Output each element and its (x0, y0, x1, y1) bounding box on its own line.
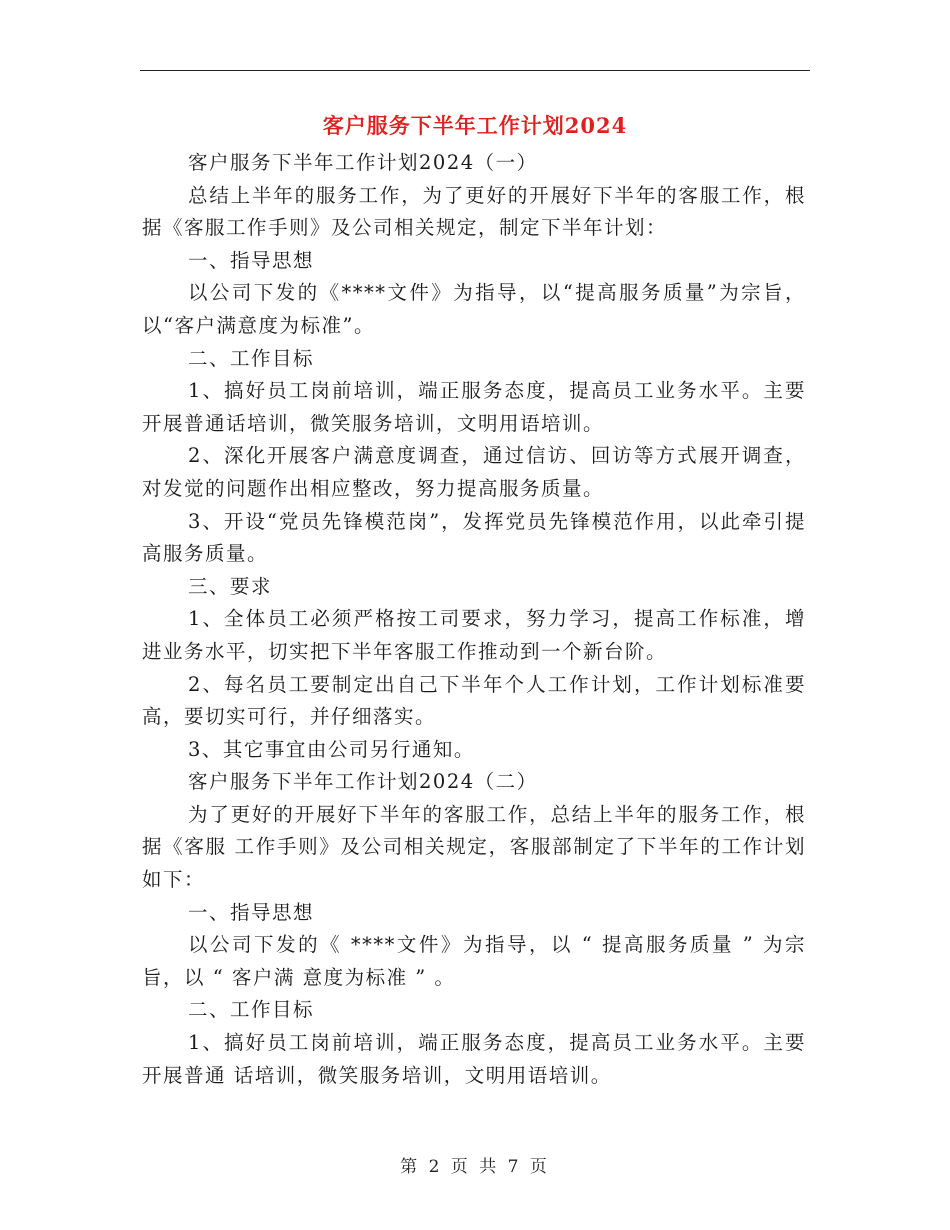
subtitle: 客户服务下半年工作计划2024（二） (188, 770, 538, 794)
document-body (142, 147, 806, 1092)
paragraph: 1、搞好员工岗前培训，端正服务态度，提高员工业务水平。主要开展普通话培训，微笑服务培训，文明用语培训。 (142, 379, 806, 435)
paragraph: 客户服务下半年工作计划2024（一） (188, 151, 538, 174)
paragraph: 以公司下发的《 ****文件》为指导，以 “ 提高服务质量 ” 为宗旨，以 “ 客户满 意度为标准 ” 。 (142, 933, 806, 989)
paragraph: 总结上半年的服务工作，为了更好的开展好下半年的客服工作，根据《客服工作手则》及公司相关规定，制定下半年计划： (142, 183, 806, 240)
section-heading: 三、要求 (188, 574, 273, 598)
paragraph: 为了更好的开展好下半年的客服工作，总结上半年的服务工作，根据《客服 工作手则》及公司相关规定，客服部制定了下半年的工作计划如下： (142, 802, 806, 892)
section-heading: 一、指导思想 (188, 900, 315, 924)
paragraph: 1、全体员工必须严格按工司要求，努力学习，提高工作标准，增进业务水平，切实把下半年客服工作推动到一个新台阶。 (142, 607, 806, 663)
document-title: 客户服务下半年工作计划2024 (322, 113, 628, 138)
paragraph: 2、深化开展客户满意度调查，通过信访、回访等方式展开调查，对发觉的问题作出相应整改，努力提高服务质量。 (142, 444, 806, 500)
section-heading: 二、工作目标 (188, 998, 315, 1022)
paragraph: 3、开设“党员先锋模范岗”，发挥党员先锋模范作用，以此牵引提高服务质量。 (142, 509, 806, 566)
paragraph: 1、搞好员工岗前培训，端正服务态度，提高员工业务水平。主要开展普通 话培训，微笑服务培训，文明用语培训。 (142, 1031, 806, 1087)
paragraph: 3、其它事宜由公司另行通知。 (188, 737, 475, 761)
paragraph: 以公司下发的《****文件》为指导，以“提高服务质量”为宗旨，以“客户满意度为标准”。 (142, 281, 806, 337)
header-rule (140, 70, 810, 71)
paragraph: 2、每名员工要制定出自己下半年个人工作计划，工作计划标准要高，要切实可行，并仔细落实。 (142, 672, 806, 729)
section-heading: 二、工作目标 (188, 346, 315, 370)
page-number: 第 2 页 共 7 页 (400, 1157, 550, 1177)
section-heading: 一、指导思想 (188, 248, 315, 272)
